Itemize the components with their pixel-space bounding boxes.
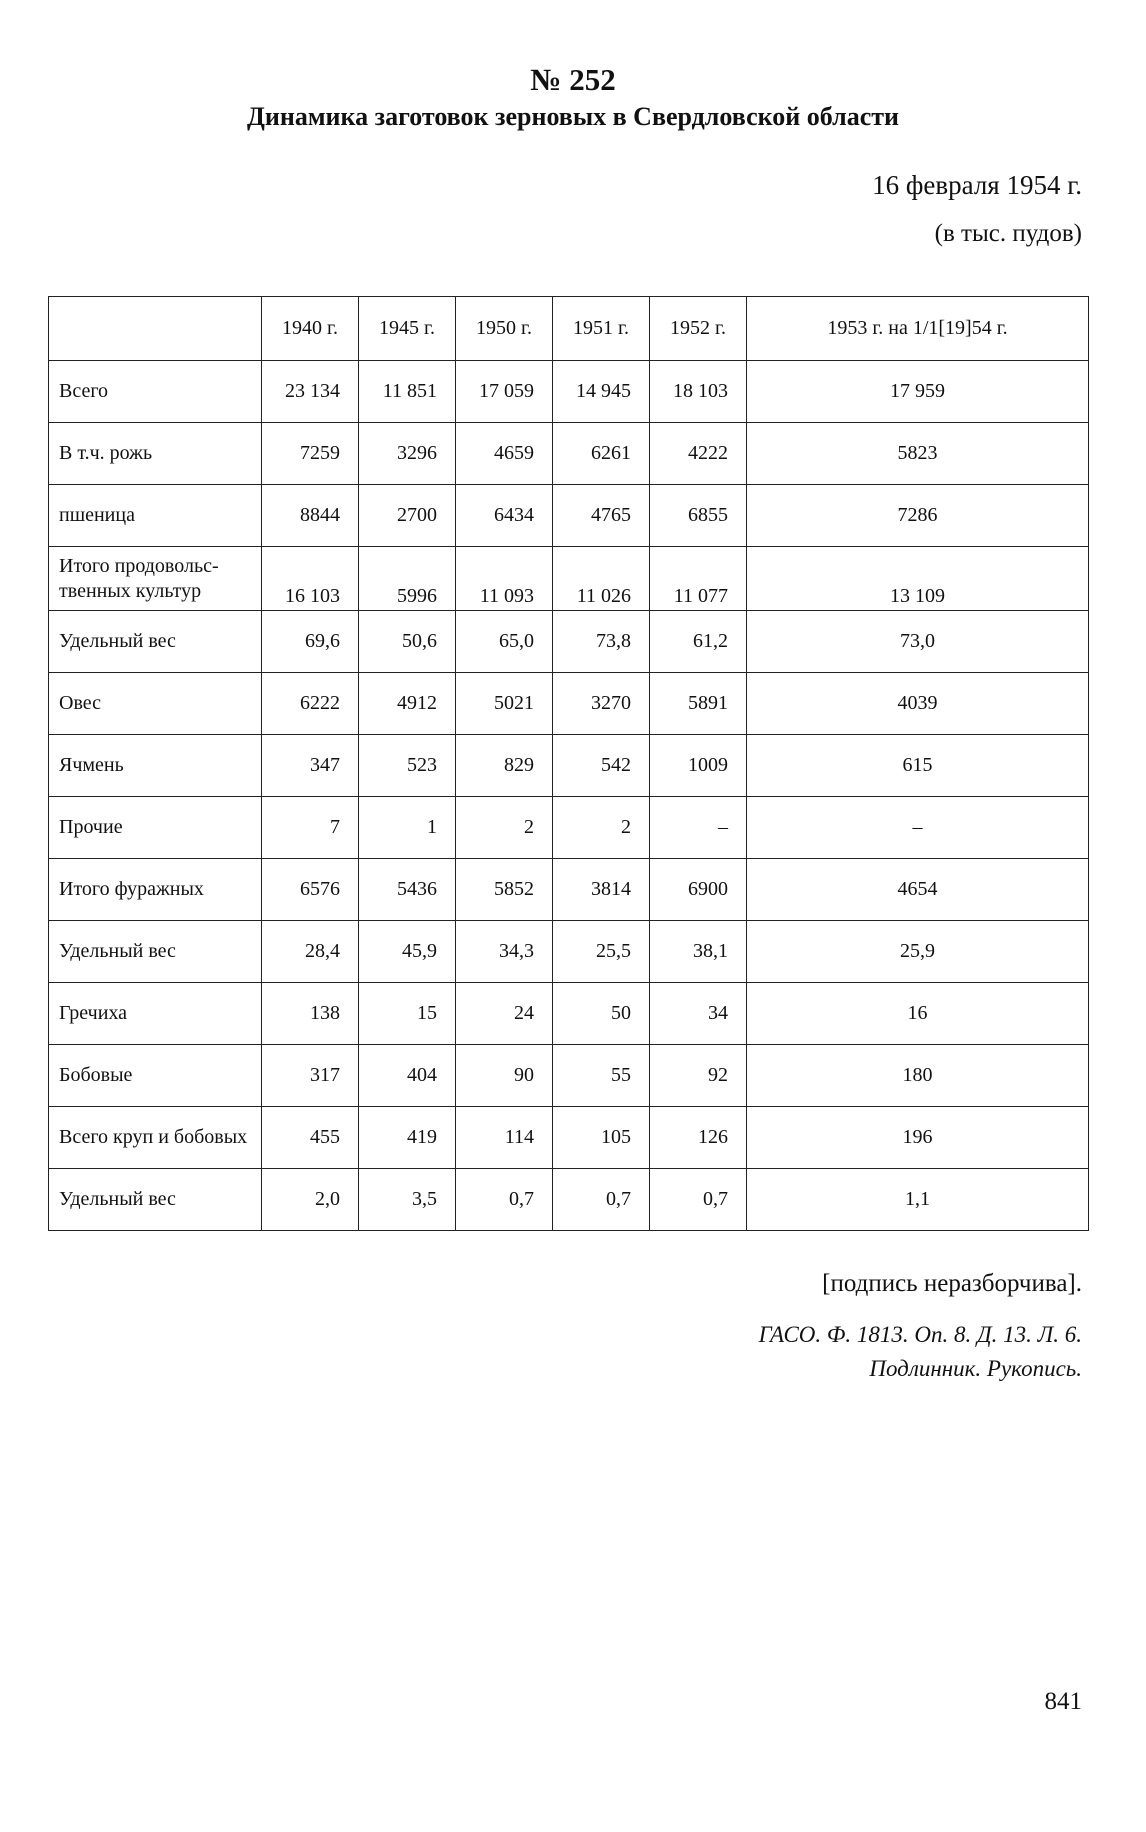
table-cell: 1: [359, 797, 456, 859]
table-cell: 1009: [650, 735, 747, 797]
table-cell: 3,5: [359, 1169, 456, 1231]
table-cell: 11 093: [456, 547, 553, 611]
table-cell: 5891: [650, 673, 747, 735]
table-row: [49, 859, 1089, 921]
table-cell: 7: [262, 797, 359, 859]
table-cell: 1,1: [747, 1169, 1089, 1231]
table-cell: 105: [553, 1107, 650, 1169]
table-cell: 25,9: [747, 921, 1089, 983]
column-header: 1945 г.: [359, 297, 456, 361]
table-cell: 6261: [553, 423, 650, 485]
column-header: 1952 г.: [650, 297, 747, 361]
row-label: Овес: [49, 673, 262, 735]
table-cell: 6855: [650, 485, 747, 547]
table-cell: 6222: [262, 673, 359, 735]
document-title: Динамика заготовок зерновых в Свердловской области: [247, 102, 899, 131]
table-cell: 2700: [359, 485, 456, 547]
row-label: Прочие: [49, 797, 262, 859]
table-cell: 14 945: [553, 361, 650, 423]
row-label: Гречиха: [49, 983, 262, 1045]
table-row: [49, 485, 1089, 547]
table-row: [49, 547, 1089, 611]
table-cell: 3270: [553, 673, 650, 735]
table-cell: 6900: [650, 859, 747, 921]
grain-procurement-table: [48, 296, 1089, 1231]
table-cell: 28,4: [262, 921, 359, 983]
table-cell: 3296: [359, 423, 456, 485]
row-label: Удельный вес: [49, 1169, 262, 1231]
table-cell: 2,0: [262, 1169, 359, 1231]
table-cell: 50: [553, 983, 650, 1045]
table-row: [49, 673, 1089, 735]
row-label: Всего: [49, 361, 262, 423]
table-header-row: [49, 297, 1089, 361]
table-row: [49, 423, 1089, 485]
table-row: [49, 1107, 1089, 1169]
table-cell: 5996: [359, 547, 456, 611]
units-note: (в тыс. пудов): [934, 220, 1082, 247]
table-row: [49, 361, 1089, 423]
table-cell: 180: [747, 1045, 1089, 1107]
table-cell: 73,8: [553, 611, 650, 673]
table-cell: 2: [456, 797, 553, 859]
table-cell: 455: [262, 1107, 359, 1169]
table-cell: 4659: [456, 423, 553, 485]
column-header: 1950 г.: [456, 297, 553, 361]
table-cell: 65,0: [456, 611, 553, 673]
table-row: [49, 797, 1089, 859]
table-cell: 17 959: [747, 361, 1089, 423]
table-cell: 3814: [553, 859, 650, 921]
document-date: 16 февраля 1954 г.: [872, 170, 1082, 200]
table-cell: 5823: [747, 423, 1089, 485]
row-label: Удельный вес: [49, 611, 262, 673]
signature-note: [подпись неразборчива].: [822, 1270, 1082, 1297]
table-row: [49, 1169, 1089, 1231]
table-cell: 7259: [262, 423, 359, 485]
table-cell: 114: [456, 1107, 553, 1169]
row-label: Бобовые: [49, 1045, 262, 1107]
table-cell: 16: [747, 983, 1089, 1045]
table-cell: 5021: [456, 673, 553, 735]
table-cell: 4654: [747, 859, 1089, 921]
table-cell: 4765: [553, 485, 650, 547]
table-row: [49, 735, 1089, 797]
table-cell: 61,2: [650, 611, 747, 673]
table-cell: 34: [650, 983, 747, 1045]
row-label: В т.ч. рожь: [49, 423, 262, 485]
table-cell: 15: [359, 983, 456, 1045]
column-header: 1951 г.: [553, 297, 650, 361]
document-number: № 252: [530, 62, 616, 97]
table-cell: 73,0: [747, 611, 1089, 673]
table-cell: 55: [553, 1045, 650, 1107]
table-cell: 5436: [359, 859, 456, 921]
table-cell: 34,3: [456, 921, 553, 983]
row-label: Всего круп и бобовых: [49, 1107, 262, 1169]
row-label: Удельный вес: [49, 921, 262, 983]
table-cell: 138: [262, 983, 359, 1045]
table-row: [49, 921, 1089, 983]
table-cell: 542: [553, 735, 650, 797]
table-cell: 7286: [747, 485, 1089, 547]
table-cell: 523: [359, 735, 456, 797]
table-cell: 6576: [262, 859, 359, 921]
table-cell: 829: [456, 735, 553, 797]
table-cell: 50,6: [359, 611, 456, 673]
row-label: Итого продовольс- твенных культур: [49, 547, 262, 611]
table-cell: 11 851: [359, 361, 456, 423]
table-cell: 4039: [747, 673, 1089, 735]
table-cell: 615: [747, 735, 1089, 797]
table-cell: 11 077: [650, 547, 747, 611]
table-cell: 16 103: [262, 547, 359, 611]
table-row: [49, 1045, 1089, 1107]
table-cell: 45,9: [359, 921, 456, 983]
table-cell: 23 134: [262, 361, 359, 423]
table-cell: 0,7: [650, 1169, 747, 1231]
table-cell: 2: [553, 797, 650, 859]
table-cell: 24: [456, 983, 553, 1045]
table-cell: 92: [650, 1045, 747, 1107]
table-cell: 5852: [456, 859, 553, 921]
table-cell: 8844: [262, 485, 359, 547]
table-cell: –: [650, 797, 747, 859]
table-cell: 0,7: [553, 1169, 650, 1231]
row-label: пшеница: [49, 485, 262, 547]
table-cell: 4912: [359, 673, 456, 735]
table-row: [49, 983, 1089, 1045]
table-cell: 317: [262, 1045, 359, 1107]
table-cell: 11 026: [553, 547, 650, 611]
table-cell: 25,5: [553, 921, 650, 983]
archive-note: Подлинник. Рукопись.: [869, 1356, 1082, 1381]
table-cell: 4222: [650, 423, 747, 485]
table-cell: 126: [650, 1107, 747, 1169]
table-cell: 90: [456, 1045, 553, 1107]
table-cell: 17 059: [456, 361, 553, 423]
page-number: 841: [1044, 1688, 1082, 1715]
column-header: 1940 г.: [262, 297, 359, 361]
table-cell: 0,7: [456, 1169, 553, 1231]
table-row: [49, 611, 1089, 673]
row-label: Итого фуражных: [49, 859, 262, 921]
table-cell: 13 109: [747, 547, 1089, 611]
table-cell: 69,6: [262, 611, 359, 673]
column-header: 1953 г. на 1/1[19]54 г.: [747, 297, 1089, 361]
table-cell: 404: [359, 1045, 456, 1107]
table-cell: 347: [262, 735, 359, 797]
table-cell: 196: [747, 1107, 1089, 1169]
table-cell: 419: [359, 1107, 456, 1169]
table-cell: 6434: [456, 485, 553, 547]
table-cell: –: [747, 797, 1089, 859]
column-header: [49, 297, 262, 361]
row-label: Ячмень: [49, 735, 262, 797]
archive-source: ГАСО. Ф. 1813. Оп. 8. Д. 13. Л. 6.: [758, 1322, 1082, 1347]
table-cell: 18 103: [650, 361, 747, 423]
table-cell: 38,1: [650, 921, 747, 983]
